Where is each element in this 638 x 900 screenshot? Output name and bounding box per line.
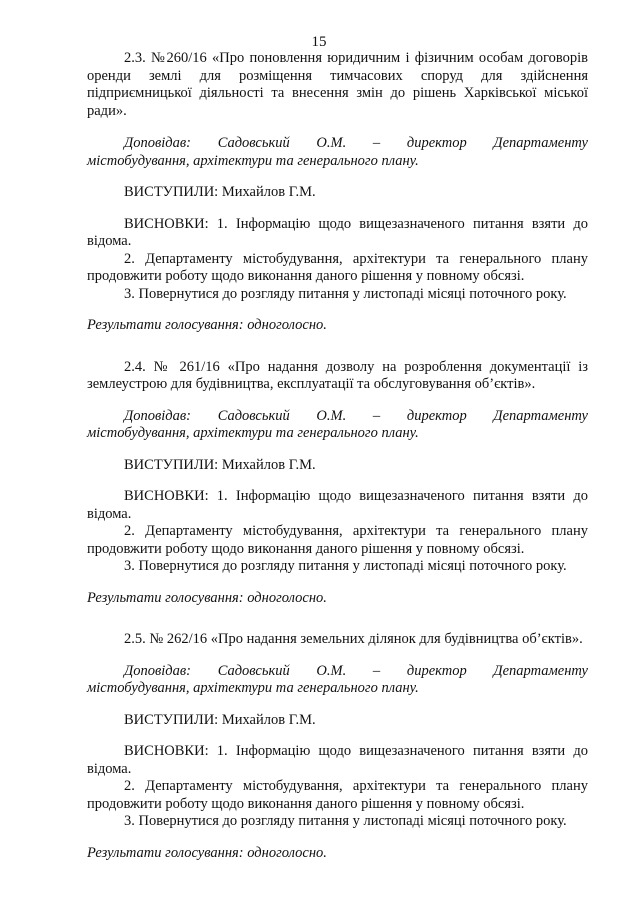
conclusion-1: ВИСНОВКИ: 1. Інформацію щодо вищезазначеного питання взяти до відома. <box>87 743 588 777</box>
speaker-name: Садовський <box>217 662 290 679</box>
speaker-initials: О.М. <box>316 135 347 151</box>
speaker-initials: О.М. <box>316 662 347 679</box>
speaker-label: Доповідав: <box>124 662 192 679</box>
speaker-role: директор <box>406 135 467 151</box>
speaker-dash: – <box>372 662 381 679</box>
speaker-department-word: Департаменту <box>493 407 588 424</box>
speaker-label: Доповідав: <box>124 407 192 424</box>
speaker-dash: – <box>372 407 381 424</box>
speaker-department: містобудування, архітектури та генерального плану. <box>87 425 419 441</box>
voting-results: Результати голосування: одноголосно. <box>87 589 327 606</box>
agenda-item-title: 2.4. № 261/16 «Про надання дозволу на розроблення документації із землеустрою для будівництва, експлуатації та обслуговування об’єктів». <box>87 358 588 392</box>
speaker-department: містобудування, архітектури та генерального плану. <box>87 680 419 696</box>
speaker-initials: О.М. <box>316 407 347 424</box>
conclusion-2: 2. Департаменту містобудування, архітектури та генерального плану продовжити роботу щодо виконання даного рішення у повному обсязі. <box>87 250 588 284</box>
agenda-item-2-3 <box>87 50 588 335</box>
voting-results: Результати голосування: одноголосно. <box>87 317 327 333</box>
conclusion-3: 3. Повернутися до розгляду питання у листопаді місяці поточного року. <box>124 558 567 574</box>
agenda-item-2-5 <box>87 631 588 862</box>
spoke-line: ВИСТУПИЛИ: Михайлов Г.М. <box>124 456 316 473</box>
speaker-label: Доповідав: <box>124 135 192 151</box>
speaker-line <box>87 408 588 426</box>
agenda-item-title: 2.5. № 262/16 «Про надання земельних ділянок для будівництва об’єктів». <box>124 631 583 647</box>
conclusion-1: ВИСНОВКИ: 1. Інформацію щодо вищезазначеного питання взяти до відома. <box>87 488 588 522</box>
speaker-name: Садовський <box>217 135 290 151</box>
document-content <box>87 50 588 862</box>
speaker-line <box>87 135 588 153</box>
conclusion-2: 2. Департаменту містобудування, архітектури та генерального плану продовжити роботу щодо виконання даного рішення у повному обсязі. <box>87 778 588 812</box>
speaker-dash: – <box>372 135 381 151</box>
agenda-item-title: 2.3. №260/16 «Про поновлення юридичним і фізичним особам договорів оренди землі для розміщення тимчасових споруд для здійснення підприємницької діяльності та внесення змін до рішень Харківської міської ради». <box>87 50 588 119</box>
conclusion-3: 3. Повернутися до розгляду питання у листопаді місяці поточного року. <box>124 813 567 829</box>
conclusion-1: ВИСНОВКИ: 1. Інформацію щодо вищезазначеного питання взяти до відома. <box>87 215 588 249</box>
voting-results: Результати голосування: одноголосно. <box>87 844 327 861</box>
speaker-department-word: Департаменту <box>493 135 588 151</box>
speaker-department-word: Департаменту <box>493 662 588 679</box>
spoke-line: ВИСТУПИЛИ: Михайлов Г.М. <box>124 184 316 200</box>
page-number: 15 <box>311 34 327 50</box>
speaker-department: містобудування, архітектури та генерального плану. <box>87 152 419 169</box>
speaker-role: директор <box>406 662 467 679</box>
speaker-role: директор <box>406 407 467 424</box>
agenda-item-2-4 <box>87 359 588 608</box>
speaker-line <box>87 663 588 681</box>
speaker-name: Садовський <box>217 407 290 424</box>
spoke-line: ВИСТУПИЛИ: Михайлов Г.М. <box>124 711 316 728</box>
conclusion-2: 2. Департаменту містобудування, архітектури та генерального плану продовжити роботу щодо виконання даного рішення у повному обсязі. <box>87 523 588 557</box>
conclusion-3: 3. Повернутися до розгляду питання у листопаді місяці поточного року. <box>124 285 567 302</box>
